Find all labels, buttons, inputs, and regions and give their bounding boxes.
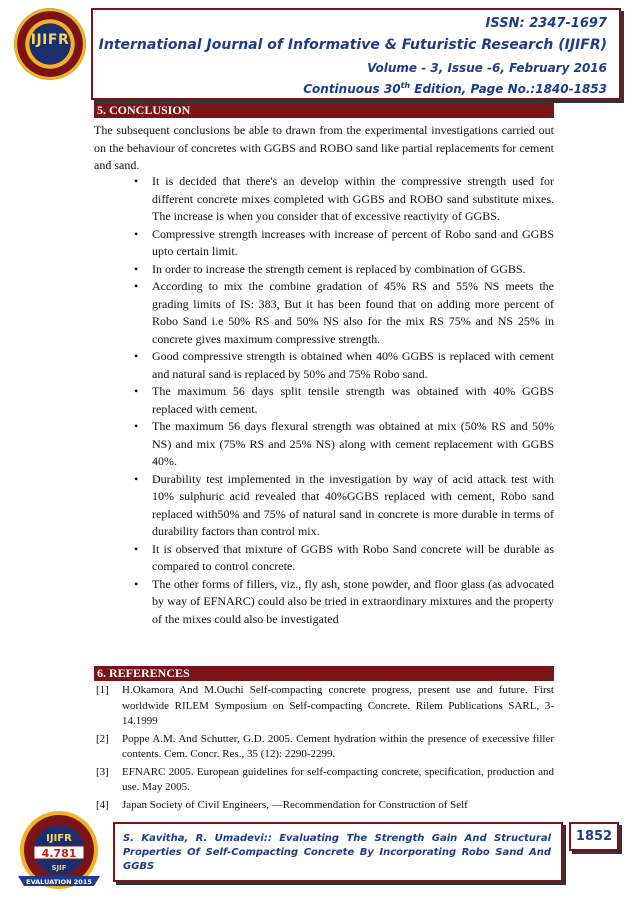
reference-item (94, 683, 554, 730)
reference-text: Japan Society of Civil Engineers, ―Recommendation for Construction of Self (122, 798, 468, 811)
reference-number: [2] (96, 732, 109, 745)
conclusion-bullet: • It is decided that there's an develop within the compressive strength used for different concrete mixes completed with GGBS and ROBO sand substitute mixes. The increase is when you consider that of excessive reactivity of GGBS. (94, 173, 554, 226)
references-heading: 6. REFERENCES (94, 666, 554, 681)
impact-factor-value: 4.781 (41, 847, 77, 860)
reference-number: [3] (96, 765, 109, 778)
conclusion-bullet: • In order to increase the strength cement is replaced by combination of GGBS. (94, 261, 554, 279)
sjif-label: SJIF (51, 864, 67, 872)
reference-text: H.Okamora And M.Ouchi Self-compacting concrete progress, present use and future. First worldwide RILEM Symposium on Self-compacting Concrete. Rilem Publications SARL, 3-14.1999 (122, 684, 554, 727)
conclusion-bullet: • Durability test implemented in the investigation by way of acid attack test with 10% sulphuric acid revealed that 40%GGBS replaced with cement, Robo sand replaced with50% and 75% of natural sand in concrete is more durable in terms of durability factors than control mix. (94, 471, 554, 541)
issn-line: ISSN: 2347-1697 (485, 16, 607, 31)
conclusion-bullet: • The maximum 56 days flexural strength was obtained at mix (50% RS and 50% NS) and mix (75% RS and 25% NS) along with cement replacement with GGBS 40%. (94, 418, 554, 471)
conclusion-bullet: • The maximum 56 days split tensile strength was obtained with 40% GGBS replaced with cement. (94, 383, 554, 418)
reference-item (94, 765, 554, 796)
article-citation-box (113, 822, 563, 882)
reference-number: [1] (96, 684, 109, 696)
reference-text: Poppe A.M. And Schutter, G.D. 2005. Cement hydration within the presence of execessive filler contents. Cem. Concr. Res., 35 (12): 2290-2299. (122, 732, 554, 760)
reference-text: EFNARC 2005. European guidelines for self-compacting concrete, specification, production and use. May 2005. (122, 765, 554, 793)
impact-factor-badge (12, 810, 107, 895)
journal-logo-text: IJIFR (30, 32, 70, 48)
conclusion-bullet: • Good compressive strength is obtained when 40% GGBS is replaced with cement and natural sand is replaced by 50% and 75% Robo sand. (94, 348, 554, 383)
conclusion-intro: The subsequent conclusions be able to drawn from the experimental investigations carried out on the behaviour of concretes with GGBS and ROBO sand like partial replacements for cement and sand. (94, 123, 554, 172)
reference-list (94, 683, 554, 815)
page-number: 1852 (569, 822, 619, 851)
reference-number: [4] (96, 798, 109, 811)
conclusion-bullet: • It is observed that mixture of GGBS with Robo Sand concrete will be durable as compared to control concrete. (94, 541, 554, 576)
conclusion-bullet: • The other forms of fillers, viz., fly ash, stone powder, and floor glass (as advocated by way of EFNARC) could also be tried in extraordinary mixtures and the property of the mixes could also be investigated (94, 576, 554, 629)
journal-logo (14, 8, 86, 80)
conclusion-heading: 5. CONCLUSION (94, 103, 554, 118)
conclusion-bullet-list (94, 173, 554, 628)
svg-text:IJIFR: IJIFR (46, 833, 72, 844)
edition-line: Continuous 30th Edition, Page No.:1840-1853 (303, 81, 607, 96)
reference-item (94, 732, 554, 763)
conclusion-bullet: • Compressive strength increases with increase of percent of Robo sand and GGBS upto certain limit. (94, 226, 554, 261)
journal-header-box (91, 8, 621, 100)
reference-item (94, 798, 554, 814)
conclusion-bullet: • According to mix the combine gradation of 45% RS and 55% NS meets the grading limits of IS: 383, But it has been found that on adding more percent of Robo Sand i.e 50% RS and 50% NS also for the mix RS 75% and NS 25% in concrete gives maximum compressive strength. (94, 278, 554, 348)
journal-title: International Journal of Informative & Futuristic Research (IJIFR) (98, 37, 607, 53)
volume-line: Volume - 3, Issue -6, February 2016 (367, 61, 607, 75)
article-citation: S. Kavitha, R. Umadevi:: Evaluating The Strength Gain And Structural Properties Of Self-Compacting Concrete By Incorporating Robo Sand And GGBS (123, 833, 551, 872)
badge-bottom-text: EVALUATION 2015 (26, 878, 92, 886)
